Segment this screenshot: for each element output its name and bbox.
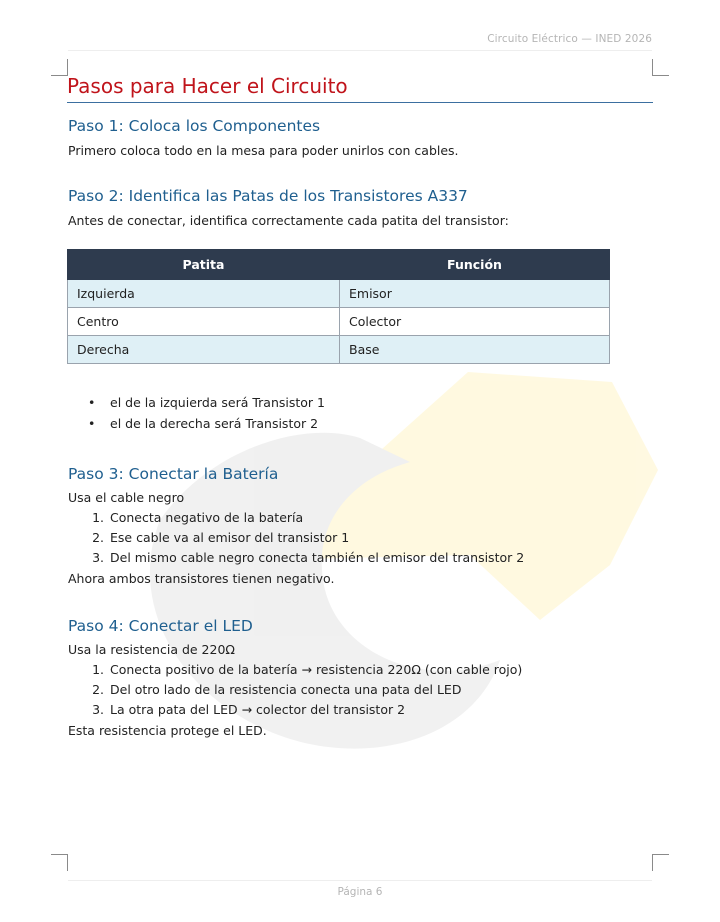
table-cell-funcion: Emisor: [340, 280, 610, 308]
pin-function-table: [67, 249, 610, 364]
table-row: [68, 336, 610, 364]
step3-heading: Paso 3: Conectar la Batería: [68, 465, 279, 483]
page-number: Página 6: [337, 886, 383, 898]
list-item-text: Conecta negativo de la batería: [110, 510, 304, 525]
step2-intro: Antes de conectar, identifica correctamente cada patita del transistor:: [68, 213, 509, 228]
list-item: [88, 528, 524, 548]
table-cell-patita: Centro: [68, 308, 340, 336]
list-number: 1.: [92, 662, 104, 677]
title-underline: [67, 102, 653, 103]
list-item: [88, 660, 522, 680]
step4-intro: Usa la resistencia de 220Ω: [68, 642, 235, 657]
step4-heading: Paso 4: Conectar el LED: [68, 617, 253, 635]
list-number: 2.: [92, 530, 104, 545]
crop-mark-top-right: [652, 59, 669, 76]
step1-heading: Paso 1: Coloca los Componentes: [68, 117, 321, 135]
step1-text: Primero coloca todo en la mesa para poder unirlos con cables.: [68, 143, 459, 158]
table-row: [68, 308, 610, 336]
list-number: 1.: [92, 510, 104, 525]
step3-outro: Ahora ambos transistores tienen negativo.: [68, 571, 335, 586]
list-number: 3.: [92, 550, 104, 565]
bullet-icon: •: [88, 395, 96, 410]
table-header-patita: Patita: [68, 250, 340, 280]
list-item-text: Conecta positivo de la batería → resistencia 220Ω (con cable rojo): [110, 662, 523, 677]
header-rule: [68, 50, 652, 51]
table-cell-funcion: Colector: [340, 308, 610, 336]
list-item-text: el de la izquierda será Transistor 1: [110, 395, 325, 410]
crop-mark-bottom-right: [652, 854, 669, 871]
crop-mark-bottom-left: [51, 854, 68, 871]
list-item-text: el de la derecha será Transistor 2: [110, 416, 319, 431]
list-item-text: La otra pata del LED → colector del transistor 2: [110, 702, 406, 717]
list-number: 3.: [92, 702, 104, 717]
list-item: [88, 680, 522, 700]
running-header: Circuito Eléctrico — INED 2026: [487, 33, 652, 45]
list-item-text: Del mismo cable negro conecta también el emisor del transistor 2: [110, 550, 525, 565]
step3-intro: Usa el cable negro: [68, 490, 185, 505]
transistor-bullet-list: [88, 392, 325, 434]
table-cell-funcion: Base: [340, 336, 610, 364]
table-row: [68, 280, 610, 308]
step2-heading: Paso 2: Identifica las Patas de los Transistores A337: [68, 187, 468, 205]
footer-rule: [68, 880, 652, 881]
table-header-funcion: Función: [340, 250, 610, 280]
list-item-text: Ese cable va al emisor del transistor 1: [110, 530, 350, 545]
list-number: 2.: [92, 682, 104, 697]
list-item: [88, 413, 325, 434]
list-item-text: Del otro lado de la resistencia conecta una pata del LED: [110, 682, 462, 697]
page-title: Pasos para Hacer el Circuito: [67, 74, 348, 98]
step4-outro: Esta resistencia protege el LED.: [68, 723, 267, 738]
list-item: [88, 700, 522, 720]
step4-list: [88, 660, 522, 720]
table-header-row: [68, 250, 610, 280]
bullet-icon: •: [88, 416, 96, 431]
list-item: [88, 392, 325, 413]
list-item: [88, 548, 524, 568]
step3-list: [88, 508, 524, 568]
table-cell-patita: Izquierda: [68, 280, 340, 308]
table-cell-patita: Derecha: [68, 336, 340, 364]
list-item: [88, 508, 524, 528]
crop-mark-top-left: [51, 59, 68, 76]
